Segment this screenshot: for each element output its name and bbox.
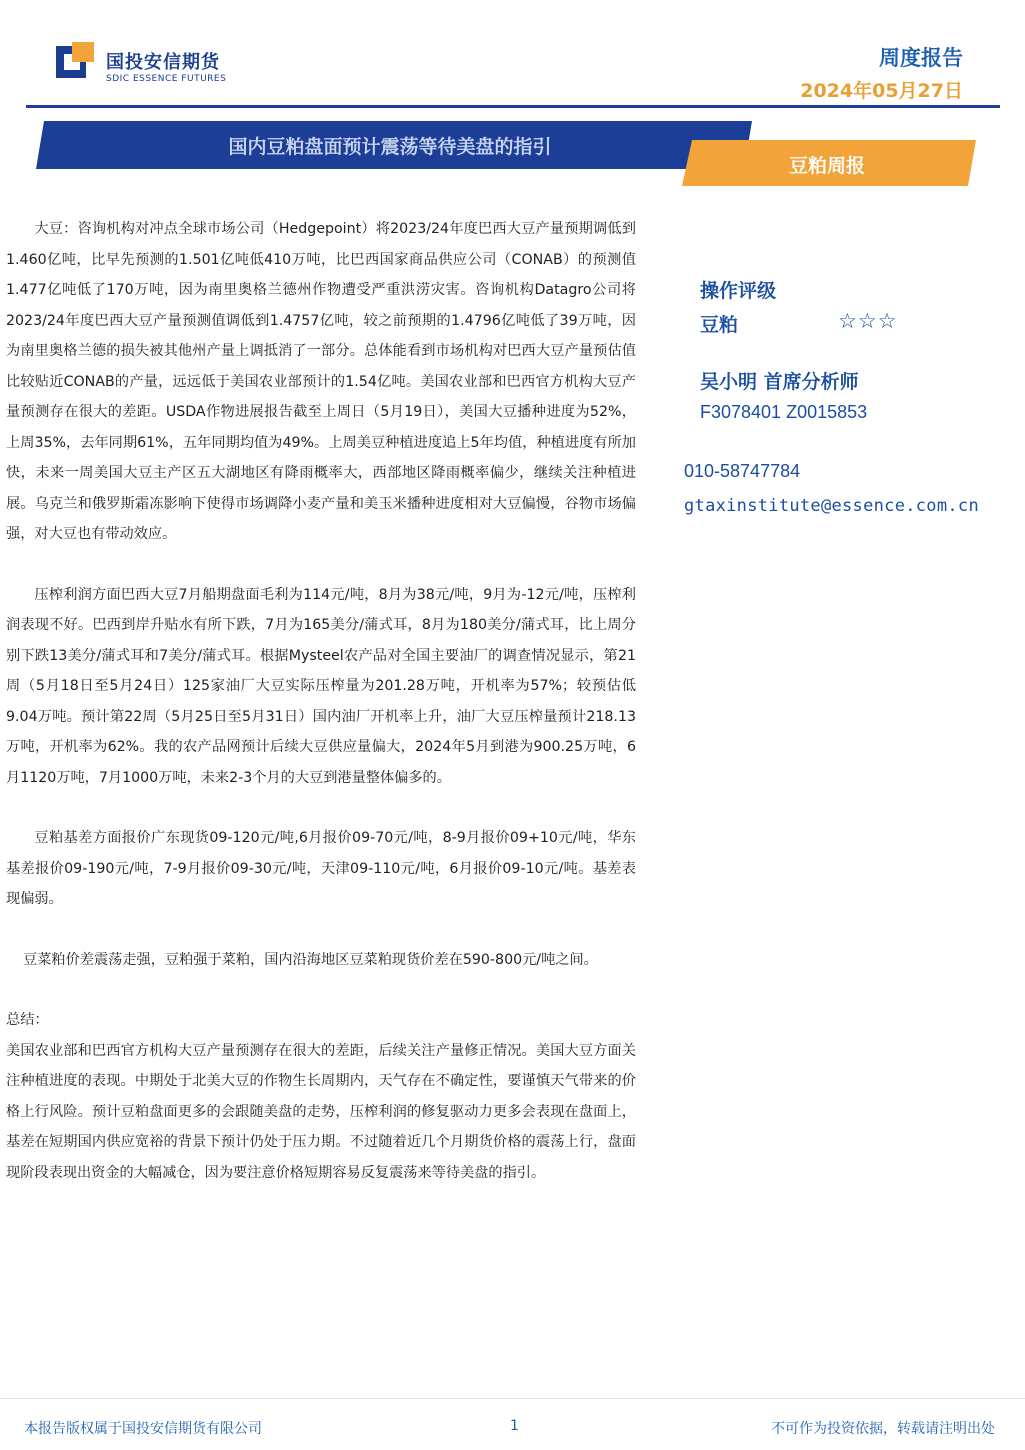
phone-number: 010-58747784: [684, 461, 801, 481]
paragraph-crush-margin: 压榨利润方面巴西大豆7月船期盘面毛利为114元/吨，8月为38元/吨，9月为-12元/吨，压榨利润表现不好。巴西到岸升贴水有所下跌，7月为165美分/蒲式耳，8月为180美分/蒲式耳，比上周分别下跌13美分/蒲式耳和7美分/蒲式耳。根据Mysteel农产品对全国主要油厂的调查情况显示，第21周（5月18日至5月24日）125家油厂大豆实际压榨量为201.28万吨，开机率为57%；较预估低9.04万吨。预计第22周（5月25日至5月31日）国内油厂开机率上升，油厂大豆压榨量预计218.13万吨，开机率为62%。我的农产品网预计后续大豆供应量偏大，2024年5月到港为900.25万吨，6月1120万吨，7月1000万吨，未来2-3个月的大豆到港量整体偏多的。: [6, 586, 636, 786]
logo-mark-icon: [54, 42, 98, 84]
logo-chinese-name: 国投安信期货: [106, 52, 220, 73]
email-link[interactable]: gtaxinstitute@essence.com.cn: [684, 496, 979, 516]
report-type: 周度报告: [879, 46, 963, 70]
report-tag: 豆粕周报: [788, 155, 865, 177]
report-body: [6, 214, 636, 1188]
footer-divider: [0, 1398, 1025, 1399]
company-logo: [54, 42, 234, 88]
report-title: 国内豆粕盘面预计震荡等待美盘的指引: [228, 136, 552, 158]
paragraph-soybean: 大豆：咨询机构对冲点全球市场公司（Hedgepoint）将2023/24年度巴西大豆产量预期调低到1.460亿吨，比早先预测的1.501亿吨低410万吨，比巴西国家商品供应公司（CONAB）的预测值1.477亿吨低了170万吨，因为南里奥格兰德州作物遭受严重洪涝灾害。咨询机构Datagro公司将2023/24年度巴西大豆产量预测值调低到1.4757亿吨，较之前预期的1.4796亿吨低了39万吨，因为南里奥格兰德的损失被其他州产量上调抵消了一部分。总体能看到市场机构对巴西大豆产量预估值比较贴近CONAB的产量，远远低于美国农业部预计的1.54亿吨。美国农业部和巴西官方机构大豆产量预测存在很大的差距。USDA作物进展报告截至上周日（5月19日），美国大豆播种进度为52%，上周35%，去年同期61%，五年同期均值为49%。上周美豆种植进度追上5年均值，种植进度有所加快，未来一周美国大豆主产区五大湖地区有降雨概率大，西部地区降雨概率偏少，继续关注种植进展。乌克兰和俄罗斯霜冻影响下使得市场调降小麦产量和美玉米播种进度相对大豆偏慢，谷物市场偏强，对大豆也有带动效应。: [6, 221, 636, 542]
analyst-license: F3078401 Z0015853: [700, 402, 868, 422]
analyst-name: 吴小明 首席分析师: [700, 371, 859, 393]
rating-label: 操作评级: [700, 280, 777, 302]
commodity-name: 豆粕: [700, 314, 739, 336]
footer-disclaimer: 不可作为投资依据，转载请注明出处: [771, 1421, 995, 1437]
page-number: 1: [510, 1418, 519, 1434]
summary-heading: 总结：: [6, 1012, 49, 1028]
header-divider: [26, 105, 1000, 108]
logo-english-name: SDIC ESSENCE FUTURES: [106, 74, 227, 84]
report-date: 2024年05月27日: [800, 80, 963, 102]
paragraph-summary: 美国农业部和巴西官方机构大豆产量预测存在很大的差距，后续关注产量修正情况。美国大豆方面关注种植进度的表现。中期处于北美大豆的作物生长周期内，天气存在不确定性，要谨慎天气带来的价格上行风险。预计豆粕盘面更多的会跟随美盘的走势，压榨利润的修复驱动力更多会表现在盘面上，基差在短期国内供应宽裕的背景下预计仍处于压力期。不过随着近几个月期货价格的震荡上行，盘面现阶段表现出资金的大幅减仓，因为要注意价格短期容易反复震荡来等待美盘的指引。: [6, 1042, 636, 1181]
rating-stars-icon: ☆☆☆: [838, 309, 898, 333]
paragraph-spread: 豆菜粕价差震荡走强，豆粕强于菜粕，国内沿海地区豆菜粕现货价差在590-800元/吨之间。: [23, 951, 598, 968]
paragraph-basis: 豆粕基差方面报价广东现货09-120元/吨,6月报价09-70元/吨，8-9月报价09+10元/吨，华东基差报价09-190元/吨，7-9月报价09-30元/吨，天津09-110元/吨，6月报价09-10元/吨。基差表现偏弱。: [6, 830, 636, 907]
footer-copyright: 本报告版权属于国投安信期货有限公司: [24, 1421, 262, 1437]
